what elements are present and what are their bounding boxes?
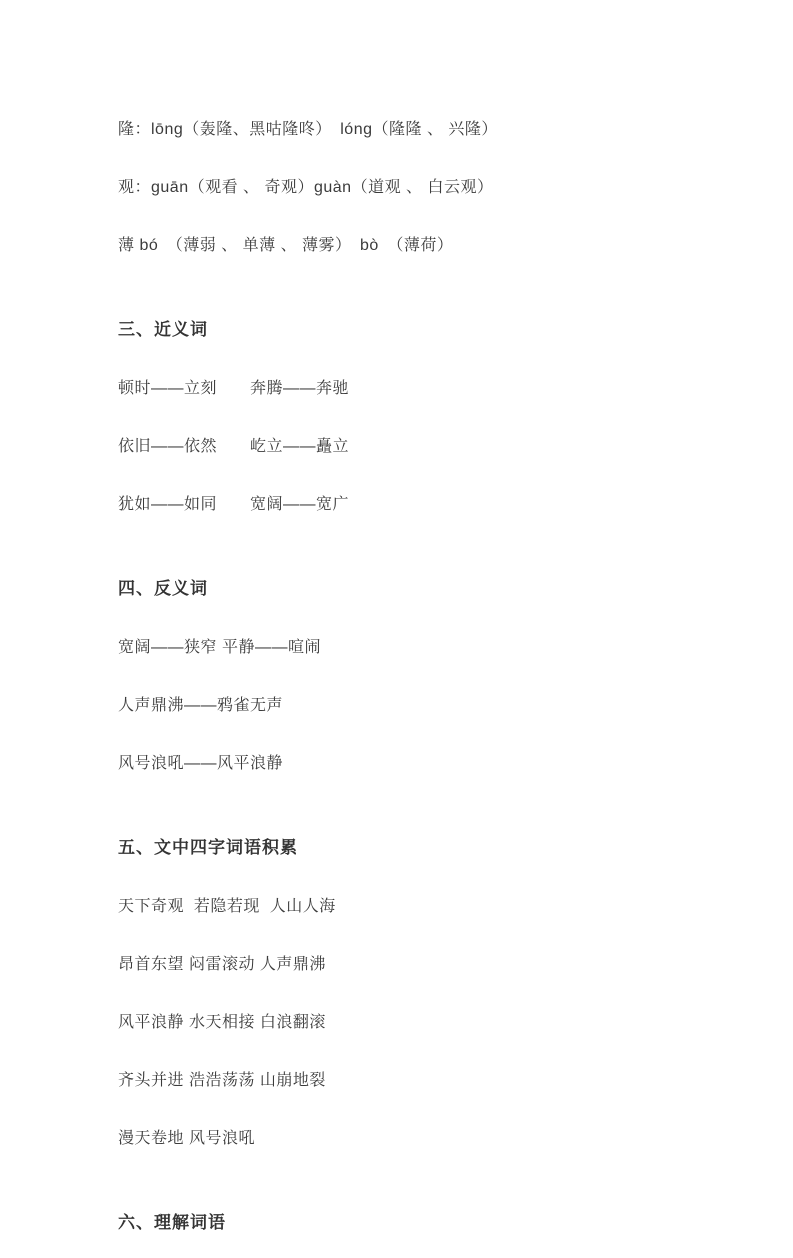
pronunciation-line-bo: 薄 bó （薄弱 、 单薄 、 薄雾） bò （薄荷）	[118, 236, 454, 254]
section-heading-synonyms: 三、近义词	[118, 319, 208, 339]
four-char-word-line: 漫天卷地 风号浪吼	[118, 1129, 255, 1147]
pronunciation-line-long: 隆：lōng（轰隆、黑咕隆咚） lóng（隆隆 、 兴隆）	[118, 120, 498, 138]
antonym-line: 风号浪吼——风平浪静	[118, 754, 284, 772]
document-content	[118, 90, 733, 1258]
four-char-word-line: 风平浪静 水天相接 白浪翻滚	[118, 1013, 326, 1031]
four-char-word-line: 齐头并进 浩浩荡荡 山崩地裂	[118, 1071, 326, 1089]
synonym-line: 依旧——依然 屹立——矗立	[118, 437, 350, 455]
four-char-word-line: 天下奇观 若隐若现 人山人海	[118, 897, 336, 915]
antonym-line: 宽阔——狭窄 平静——喧闹	[118, 638, 321, 656]
four-char-word-line: 昂首东望 闷雷滚动 人声鼎沸	[118, 955, 326, 973]
section-heading-antonyms: 四、反义词	[118, 578, 208, 598]
antonym-line: 人声鼎沸——鸦雀无声	[118, 696, 284, 714]
section-heading-four-char-words: 五、文中四字词语积累	[118, 837, 298, 857]
synonym-line: 犹如——如同 宽阔——宽广	[118, 495, 350, 513]
section-heading-understand-words: 六、理解词语	[118, 1212, 226, 1232]
synonym-line: 顿时——立刻 奔腾——奔驰	[118, 379, 350, 397]
pronunciation-line-guan: 观：guān（观看 、 奇观）guàn（道观 、 白云观）	[118, 178, 494, 196]
